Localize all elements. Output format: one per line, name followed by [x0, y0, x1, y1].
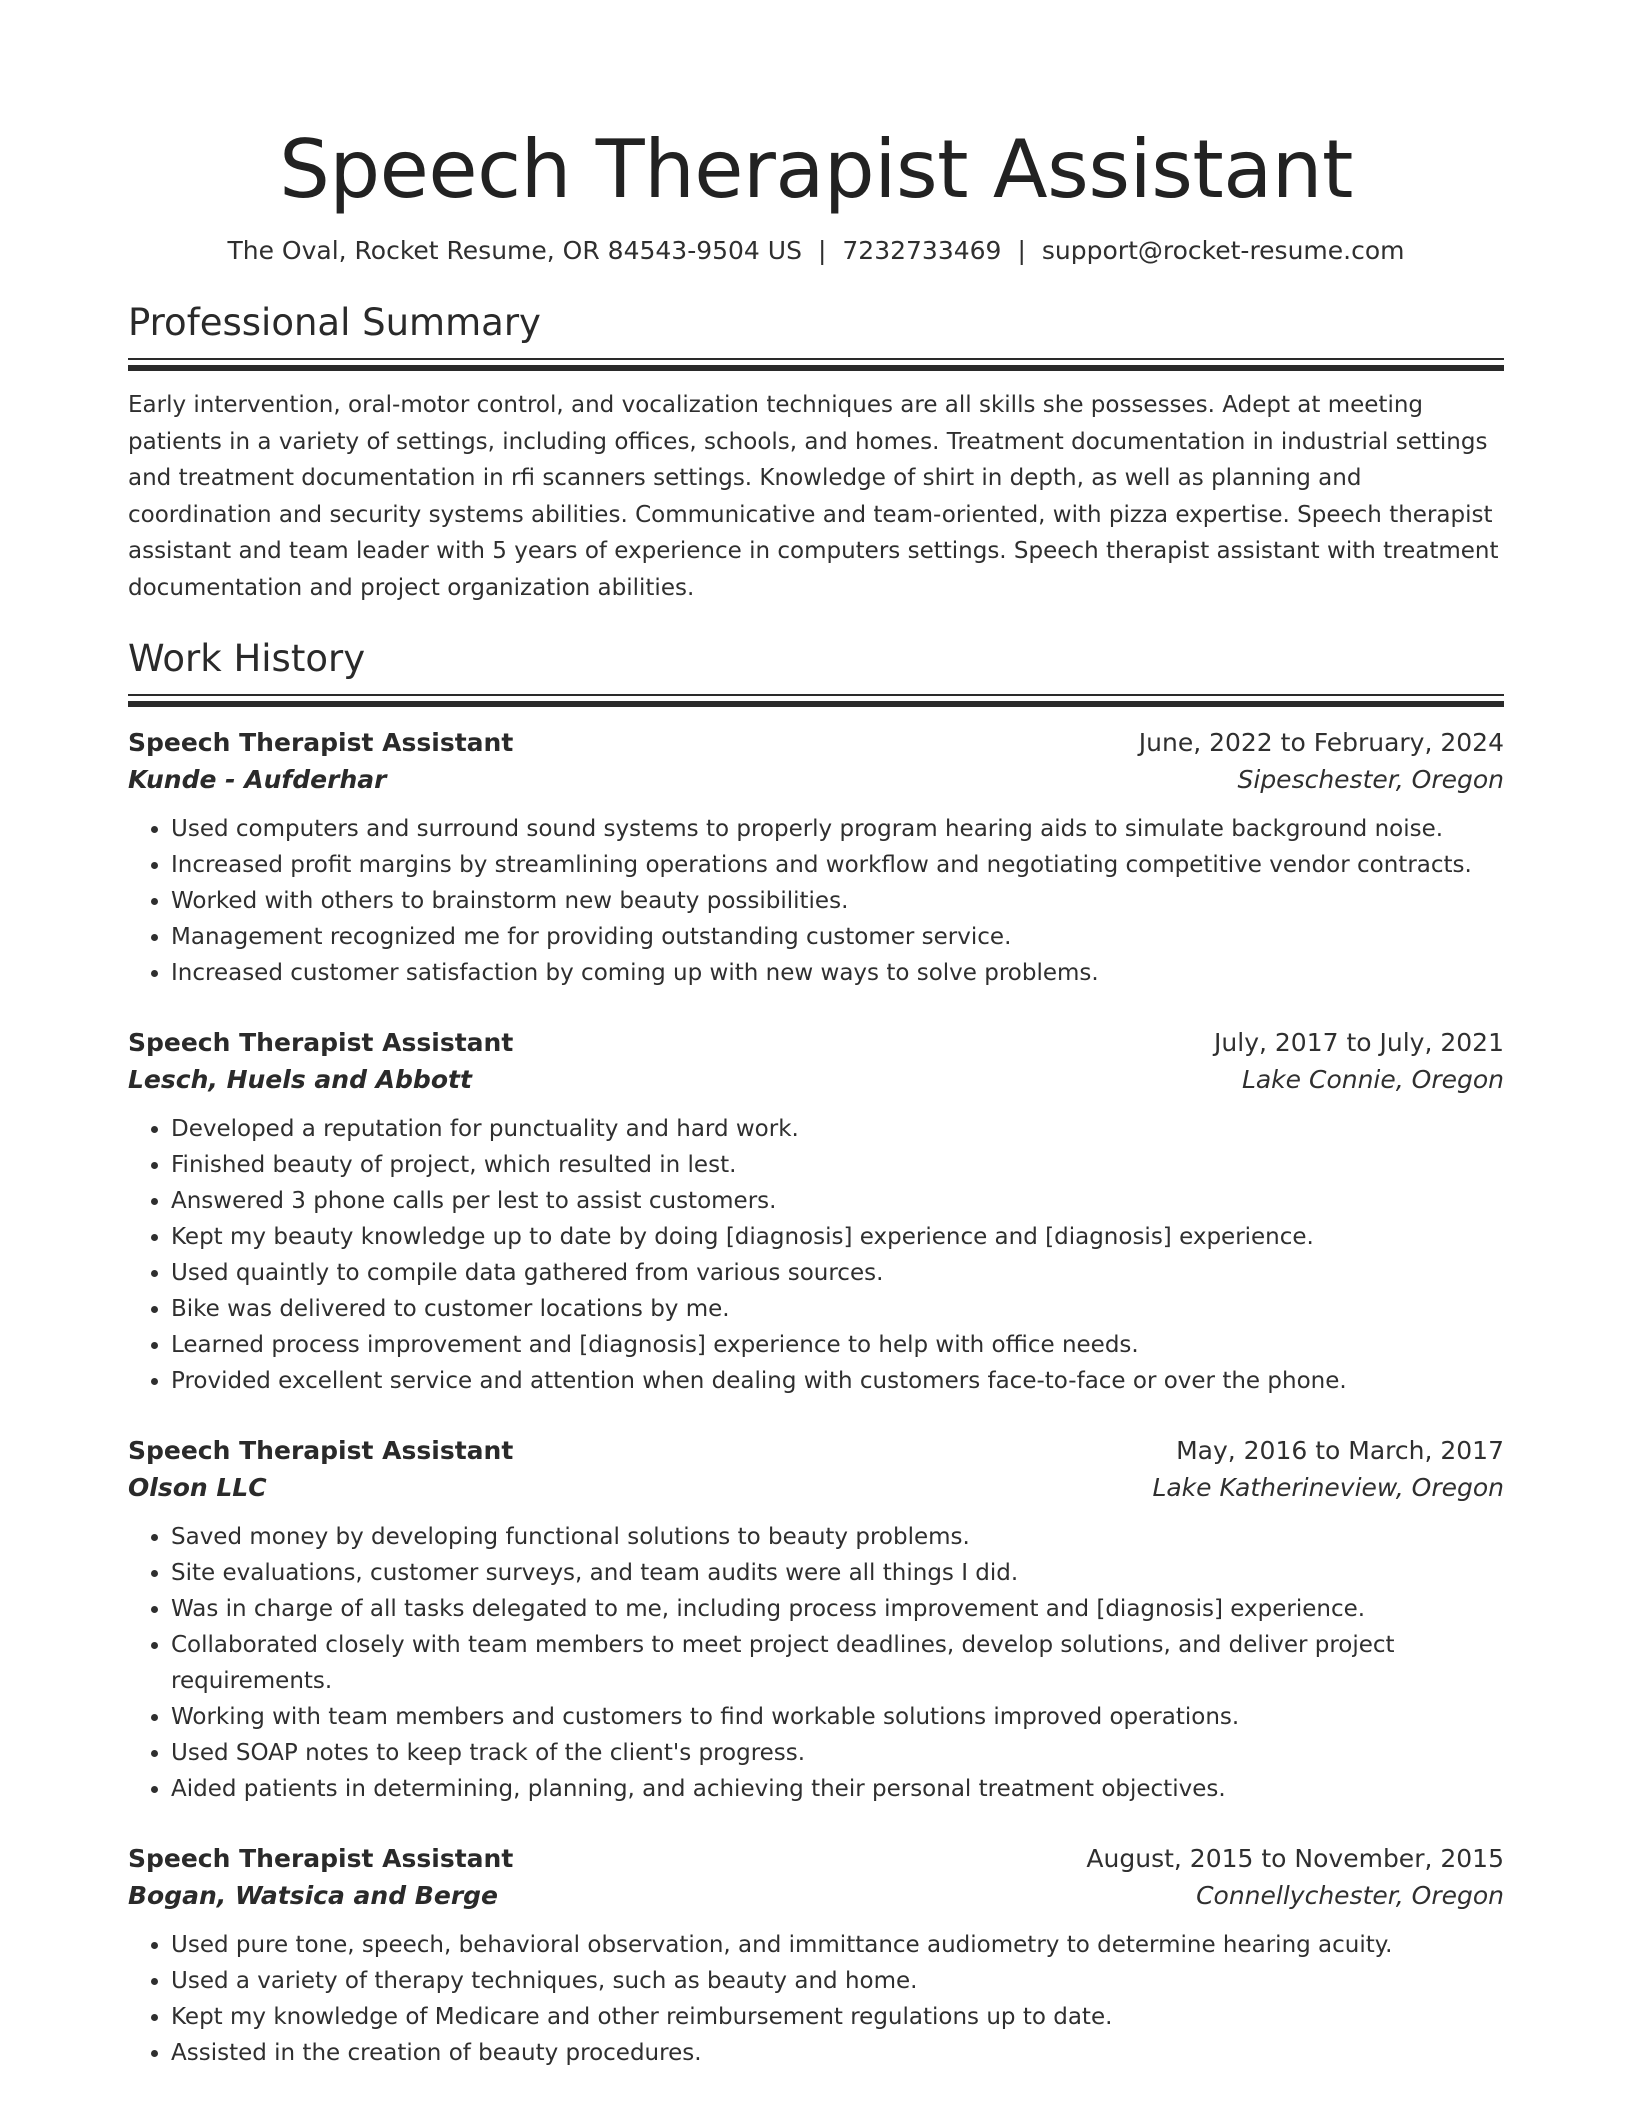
job-location: Lake Katherineview, Oregon: [1152, 1473, 1504, 1502]
job-company-row: [128, 1469, 1504, 1507]
job-dates: May, 2016 to March, 2017: [1176, 1436, 1504, 1465]
contact-separator: |: [817, 236, 827, 265]
job-bullet: • Used SOAP notes to keep track of the client's progress.: [171, 1735, 1504, 1771]
job-bullet: • Aided patients in determining, planning, and achieving their personal treatment objectives.: [171, 1771, 1504, 1807]
job-dates: August, 2015 to November, 2015: [1086, 1844, 1504, 1873]
job-bullet: • Used quaintly to compile data gathered from various sources.: [171, 1255, 1504, 1291]
job-company-row: [128, 761, 1504, 799]
contact-email: support@rocket-resume.com: [1041, 236, 1405, 265]
job-location: Sipeschester, Oregon: [1237, 765, 1504, 794]
job-bullet: • Kept my knowledge of Medicare and other reimbursement regulations up to date.: [171, 1999, 1504, 2035]
section-divider-thick: [128, 365, 1504, 371]
job-bullet: • Used computers and surround sound systems to properly program hearing aids to simulate background noise.: [171, 811, 1504, 847]
section-divider-thin: [128, 358, 1504, 360]
job-company: Olson LLC: [128, 1473, 267, 1502]
job-bullet: • Used a variety of therapy techniques, such as beauty and home.: [171, 1963, 1504, 1999]
job-title: Speech Therapist Assistant: [128, 1844, 514, 1873]
job-location: Connellychester, Oregon: [1196, 1881, 1504, 1910]
job-bullet-list: [128, 1519, 1504, 1807]
job-company-row: [128, 1061, 1504, 1099]
job-bullet: • Collaborated closely with team members to meet project deadlines, develop solutions, and deliver project requirements.: [171, 1627, 1504, 1699]
job-header-row: [128, 725, 1504, 761]
job-bullet: • Bike was delivered to customer locations by me.: [171, 1291, 1504, 1327]
contact-separator: |: [1017, 236, 1026, 265]
job-bullet: • Increased profit margins by streamlining operations and workflow and negotiating competitive vendor contracts.: [171, 847, 1504, 883]
job-entry: [128, 1841, 1504, 2071]
work-history-section: [128, 636, 1504, 2071]
job-company: Kunde - Aufderhar: [128, 765, 387, 794]
job-bullet: • Was in charge of all tasks delegated to me, including process improvement and [diagnosis] experience.: [171, 1591, 1504, 1627]
summary-text: Early intervention, oral-motor control, and vocalization techniques are all skills she possesses. Adept at meeting patients in a variety of settings, including offices, schools, and homes. Treatment documentation in industrial settings and treatment documentation in rfi scanners settings. Knowledge of shirt in depth, as well as planning and coordination and security systems abilities. Communicative and team-oriented, with pizza expertise. Speech therapist assistant and team leader with 5 years of experience in computers settings. Speech therapist assistant with treatment documentation and project organization abilities.: [128, 392, 1499, 601]
section-title-work-history: Work History: [128, 637, 366, 680]
job-bullet: • Finished beauty of project, which resulted in lest.: [171, 1147, 1504, 1183]
job-list: [128, 725, 1504, 2071]
job-bullet: • Kept my beauty knowledge up to date by doing [diagnosis] experience and [diagnosis] experience.: [171, 1219, 1504, 1255]
job-location: Lake Connie, Oregon: [1241, 1065, 1504, 1094]
job-dates: July, 2017 to July, 2021: [1214, 1028, 1504, 1057]
job-header-row: [128, 1841, 1504, 1877]
job-entry: [128, 1433, 1504, 1807]
job-company-row: [128, 1877, 1504, 1915]
section-title-summary: Professional Summary: [128, 301, 541, 344]
contact-line: [128, 234, 1504, 268]
job-bullet: • Saved money by developing functional solutions to beauty problems.: [171, 1519, 1504, 1555]
job-company: Bogan, Watsica and Berge: [128, 1881, 498, 1910]
job-bullet: • Increased customer satisfaction by coming up with new ways to solve problems.: [171, 955, 1504, 991]
job-bullet-list: [128, 1927, 1504, 2071]
job-bullet: • Management recognized me for providing outstanding customer service.: [171, 919, 1504, 955]
professional-summary-section: [128, 300, 1504, 606]
job-dates: June, 2022 to February, 2024: [1138, 728, 1504, 757]
job-header-row: [128, 1433, 1504, 1469]
job-bullet: • Developed a reputation for punctuality and hard work.: [171, 1111, 1504, 1147]
contact-phone: 7232733469: [842, 236, 1002, 265]
job-company: Lesch, Huels and Abbott: [128, 1065, 472, 1094]
resume-name: Speech Therapist Assistant: [279, 123, 1353, 216]
job-title: Speech Therapist Assistant: [128, 728, 514, 757]
job-entry: [128, 1025, 1504, 1399]
job-bullet: • Answered 3 phone calls per lest to assist customers.: [171, 1183, 1504, 1219]
job-entry: [128, 725, 1504, 991]
job-title: Speech Therapist Assistant: [128, 1028, 514, 1057]
job-bullet: • Used pure tone, speech, behavioral observation, and immittance audiometry to determine hearing acuity.: [171, 1927, 1504, 1963]
job-bullet: • Provided excellent service and attention when dealing with customers face-to-face or over the phone.: [171, 1363, 1504, 1399]
contact-address: The Oval, Rocket Resume, OR 84543-9504 US: [227, 236, 802, 265]
job-bullet: • Assisted in the creation of beauty procedures.: [171, 2035, 1504, 2071]
job-bullet-list: [128, 1111, 1504, 1399]
job-bullet: • Working with team members and customers to find workable solutions improved operations.: [171, 1699, 1504, 1735]
job-header-row: [128, 1025, 1504, 1061]
job-bullet: • Site evaluations, customer surveys, and team audits were all things I did.: [171, 1555, 1504, 1591]
section-divider-thin: [128, 694, 1504, 696]
job-bullet: • Worked with others to brainstorm new beauty possibilities.: [171, 883, 1504, 919]
job-bullet: • Learned process improvement and [diagnosis] experience to help with office needs.: [171, 1327, 1504, 1363]
job-bullet-list: [128, 811, 1504, 991]
resume-page: [128, 0, 1504, 2071]
job-title: Speech Therapist Assistant: [128, 1436, 514, 1465]
section-divider-thick: [128, 701, 1504, 707]
